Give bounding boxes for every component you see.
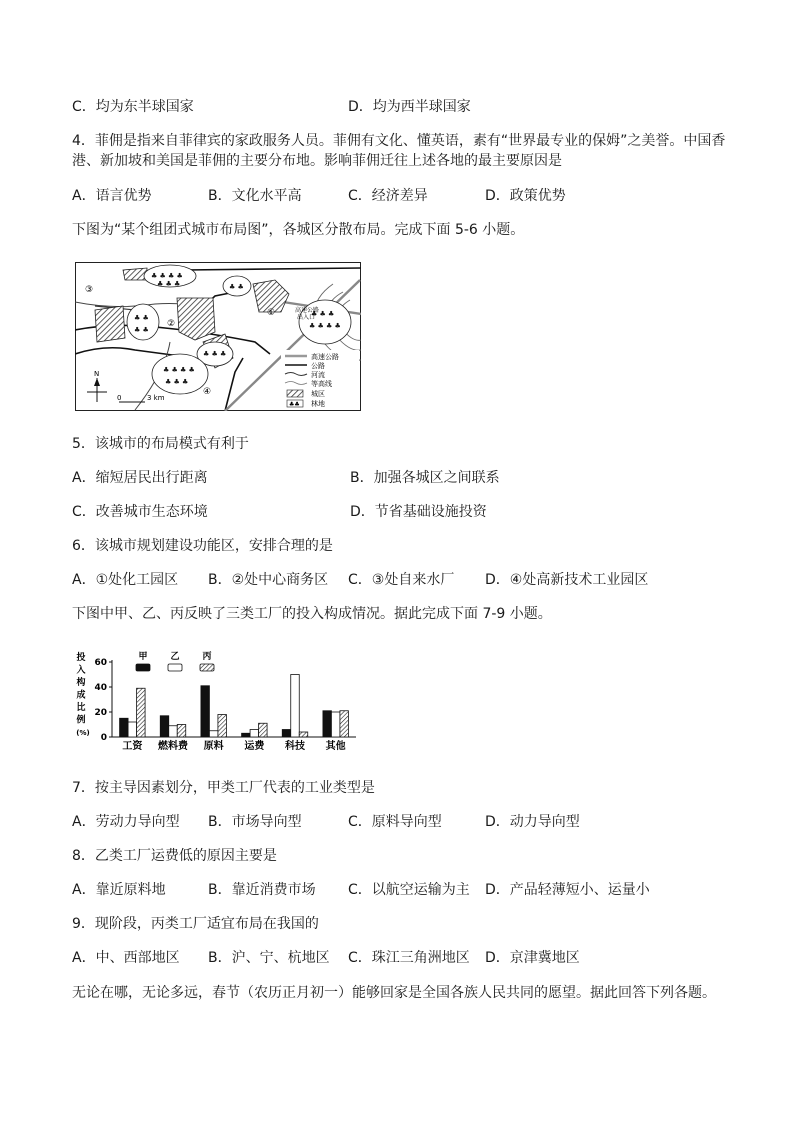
svg-text:♣ ♣ ♣: ♣ ♣ ♣ [311, 310, 335, 318]
q9-stem: 9．现阶段，丙类工厂适宜布局在我国的 [72, 916, 319, 932]
q9-option-b: B．沪、宁、杭地区 [208, 950, 330, 966]
q4-option-b: B．文化水平高 [208, 188, 302, 204]
legend-highway: 高速公路 [311, 353, 339, 361]
chart-bar-甲-运费 [242, 733, 251, 737]
chart-bar-丙-原料 [218, 715, 227, 738]
q5-option-d: D．节省基础设施投资 [350, 504, 487, 520]
svg-text:♣ ♣: ♣ ♣ [229, 283, 244, 291]
map-legend [281, 350, 359, 410]
chart-bar-甲-科技 [282, 730, 291, 738]
svg-text:♣ ♣ ♣ ♣: ♣ ♣ ♣ ♣ [309, 322, 341, 330]
chart-bar-乙-工资 [128, 722, 137, 737]
legend-river: 河流 [311, 371, 325, 379]
chart-category-label: 运费 [244, 741, 265, 752]
intro-7-9: 下图中甲、乙、丙反映了三类工厂的投入构成情况。据此完成下面 7-9 小题。 [72, 606, 552, 622]
scale-label: 3 km [147, 394, 165, 402]
q6-stem: 6．该城市规划建设功能区，安排合理的是 [72, 538, 333, 554]
q6-option-c: C．③处自来水厂 [348, 572, 455, 588]
svg-text:♣ ♣ ♣: ♣ ♣ ♣ [203, 350, 227, 358]
q4-option-a: A．语言优势 [72, 188, 152, 204]
chart-legend-swatch [168, 664, 182, 671]
q3-option-c: C．均为东半球国家 [72, 99, 194, 115]
chart-y-tick-label: 20 [94, 708, 107, 718]
q6-option-b: B．②处中心商务区 [208, 572, 329, 588]
q7-stem: 7．按主导因素划分，甲类工厂代表的工业类型是 [72, 780, 375, 796]
chart-bar-乙-运费 [250, 730, 258, 738]
svg-text:♣ ♣ ♣: ♣ ♣ ♣ [157, 280, 181, 288]
chart-legend-label: 丙 [202, 652, 212, 662]
svg-text:♣ ♣ ♣: ♣ ♣ ♣ [165, 378, 189, 386]
q7-option-a: A．劳动力导向型 [72, 814, 180, 830]
chart-bar-丙-科技 [299, 732, 308, 737]
q8-option-c: C．以航空运输为主 [348, 882, 470, 898]
closing-passage: 无论在哪，无论多远，春节（农历正月初一）能够回家是全国各族人民共同的愿望。据此回答下列各题。 [72, 985, 716, 1001]
q9-option-d: D．京津冀地区 [485, 950, 580, 966]
area-4-label: ④ [203, 387, 212, 397]
scale-zero: 0 [117, 394, 122, 402]
svg-text:♣ ♣: ♣ ♣ [134, 326, 149, 334]
area-2-label: ② [167, 319, 176, 329]
q9-option-a: A．中、西部地区 [72, 950, 180, 966]
chart-category-label: 科技 [285, 741, 305, 752]
q7-option-b: B．市场导向型 [208, 814, 302, 830]
chart-bar-甲-燃料费 [160, 716, 169, 737]
chart-ylabel [75, 651, 89, 737]
q8-stem: 8．乙类工厂运费低的原因主要是 [72, 848, 277, 864]
chart-category-label: 原料 [203, 741, 224, 752]
city-layout-map [75, 262, 361, 411]
chart-y-tick-label: 40 [94, 683, 107, 693]
svg-text:♣♣: ♣♣ [289, 401, 300, 408]
svg-text:♣ ♣ ♣ ♣: ♣ ♣ ♣ ♣ [151, 272, 183, 280]
q4-stem-line2: 港、新加坡和美国是菲佣的主要分布地。影响菲佣迁往上述各地的最主要原因是 [72, 153, 562, 169]
chart-bar-丙-运费 [259, 723, 268, 737]
q3-option-d: D．均为西半球国家 [348, 99, 471, 115]
exit-label-line2: 出入口 [297, 314, 316, 321]
chart-bar-丙-工资 [137, 688, 146, 737]
chart-legend-swatch [136, 664, 150, 671]
legend-road: 公路 [311, 362, 325, 370]
chart-bar-丙-其他 [340, 711, 349, 737]
chart-bar-乙-其他 [331, 712, 340, 737]
q5-option-b: B．加强各城区之间联系 [350, 470, 500, 486]
q4-option-c: C．经济差异 [348, 188, 428, 204]
chart-bar-乙-燃料费 [169, 726, 178, 737]
legend-city: 城区 [311, 390, 325, 398]
chart-category-label: 其他 [325, 741, 346, 752]
intro-5-6: 下图为“某个组团式城市布局图”，各城区分散布局。完成下面 5-6 小题。 [72, 222, 525, 238]
chart-legend-label: 甲 [138, 652, 148, 662]
q9-option-c: C．珠江三角洲地区 [348, 950, 470, 966]
chart-y-tick-label: 0 [100, 733, 107, 743]
svg-text:♣ ♣: ♣ ♣ [134, 314, 149, 322]
area-3-label: ③ [85, 285, 94, 295]
north-label: N [94, 370, 100, 378]
legend-forest: 林地 [311, 400, 325, 408]
chart-bar-乙-科技 [291, 675, 300, 738]
chart-bar-乙-原料 [209, 731, 218, 737]
exit-label-line1: 高速公路 [295, 307, 320, 314]
q8-option-b: B．靠近消费市场 [208, 882, 316, 898]
chart-y-tick-label: 60 [94, 658, 107, 668]
q8-option-a: A．靠近原料地 [72, 882, 166, 898]
chart-category-label: 燃料费 [158, 741, 188, 752]
legend-contour: 等高线 [311, 380, 332, 388]
chart-category-label: 工资 [122, 741, 143, 752]
chart-bar-甲-原料 [201, 686, 210, 737]
chart-bar-丙-燃料费 [177, 725, 186, 738]
q6-option-d: D．④处高新技术工业园区 [485, 572, 649, 588]
chart-bar-甲-其他 [323, 711, 332, 737]
area-1-label: ① [267, 308, 276, 318]
factory-input-chart [72, 648, 362, 756]
q7-option-d: D．动力导向型 [485, 814, 580, 830]
q5-stem: 5．该城市的布局模式有利于 [72, 436, 249, 452]
q4-stem-line1: 4．菲佣是指来自菲律宾的家政服务人员。菲佣有文化、懂英语，素有“世界最专业的保姆”之美誉。中国香 [72, 133, 726, 149]
q6-option-a: A．①处化工园区 [72, 572, 179, 588]
q4-option-d: D．政策优势 [485, 188, 566, 204]
q8-option-d: D．产品轻薄短小、运量小 [485, 882, 650, 898]
chart-bar-甲-工资 [120, 718, 129, 737]
chart-legend-swatch [200, 664, 214, 671]
q5-option-a: A．缩短居民出行距离 [72, 470, 208, 486]
chart-ylabel-text: 投入构成比例(%) [76, 653, 90, 737]
svg-text:♣ ♣ ♣ ♣: ♣ ♣ ♣ ♣ [163, 366, 195, 374]
chart-legend-label: 乙 [170, 652, 180, 662]
q7-option-c: C．原料导向型 [348, 814, 442, 830]
q5-option-c: C．改善城市生态环境 [72, 504, 208, 520]
